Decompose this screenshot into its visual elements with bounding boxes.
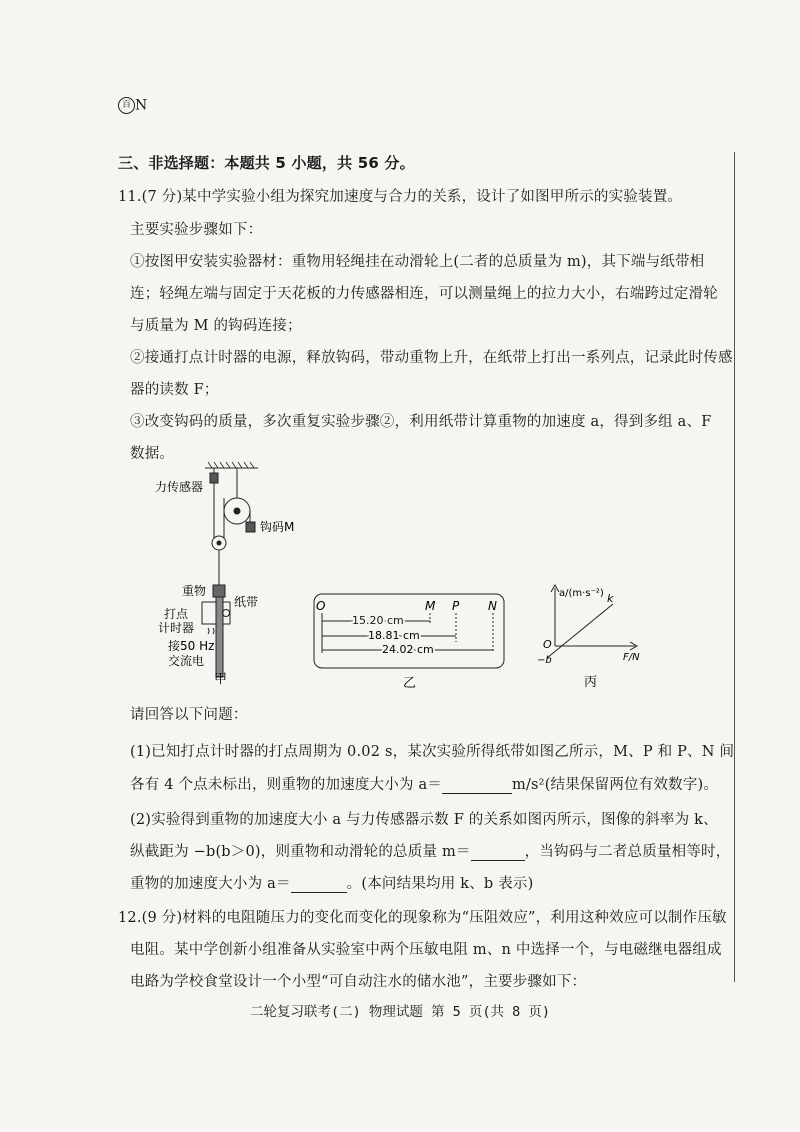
caption-jia: 甲 <box>214 672 228 687</box>
q11-ask: 请回答以下问题： <box>130 707 248 723</box>
label-origin: O <box>543 638 552 651</box>
q11-p2b-pre: 纵截距为 −b(b＞0)，则重物和动滑轮的总质量 m＝ <box>130 844 471 860</box>
label-timer2: 计时器 <box>158 621 195 635</box>
answer-blank-1[interactable] <box>442 777 512 794</box>
q11-p2c-pre: 重物的加速度大小为 a＝ <box>130 876 291 892</box>
q11-p2c <box>130 872 533 893</box>
label-y: a/(m·s⁻²) <box>559 588 604 599</box>
label-weight: 重物 <box>182 584 207 598</box>
label-d1: 15.20 cm <box>352 614 404 627</box>
caption-bing: 丙 <box>584 675 598 690</box>
label-tape: 纸带 <box>234 595 259 609</box>
point-M: M <box>425 599 436 613</box>
paper-tape <box>216 597 223 677</box>
force-sensor <box>210 473 218 483</box>
point-O: O <box>316 599 326 613</box>
circle-mark: 百 <box>118 97 135 114</box>
q11-step2b: 器的读数 F； <box>130 382 219 398</box>
q12-line1: 12.(9 分)材料的电阻随压力的变化而变化的现象称为“压阻效应”，利用这种效应可以制作压敏 <box>118 910 727 926</box>
label-k: k <box>607 592 614 605</box>
q11-p2b-post: ，当钩码与二者总质量相等时， <box>524 844 731 860</box>
q11-p1a: (1)已知打点计时器的打点周期为 0.02 s，某次实验所得纸带如图乙所示，M、P 和 P、N 间 <box>130 744 735 760</box>
header-letter: N <box>135 97 148 114</box>
q11-step1c: 与质量为 M 的钩码连接； <box>130 318 302 334</box>
q11-p1b-post: m/s²(结果保留两位有效数字)。 <box>512 777 719 793</box>
q11-p2b <box>130 840 730 861</box>
header-mark <box>118 97 147 114</box>
hook-weight <box>246 522 255 532</box>
point-N: N <box>488 599 497 613</box>
answer-blank-2[interactable] <box>471 844 525 861</box>
figure-yi <box>310 588 510 693</box>
margin-line <box>734 152 735 982</box>
q11-p2c-post: 。(本问结果均用 k、b 表示) <box>346 876 534 892</box>
label-power1: 接50 Hz <box>168 639 215 653</box>
point-P: P <box>452 599 460 613</box>
answer-blank-3[interactable] <box>291 876 347 893</box>
q11-step1a: ①按图甲安装实验器材：重物用轻绳挂在动滑轮上(二者的总质量为 m)，其下端与纸带相 <box>130 254 705 270</box>
heavy-object <box>213 585 225 597</box>
q11-p1b-pre: 各有 4 个点未标出，则重物的加速度大小为 a＝ <box>130 777 442 793</box>
label-hook: 钩码M <box>260 520 295 534</box>
figure-bing <box>535 582 645 692</box>
q11-step2a: ②接通打点计时器的电源，释放钩码，带动重物上升，在纸带上打出一系列点，记录此时传感 <box>130 350 733 366</box>
label-intercept: −b <box>537 655 552 666</box>
q11-p1b <box>130 773 718 794</box>
q11-step3a: ③改变钩码的质量，多次重复实验步骤②，利用纸带计算重物的加速度 a，得到多组 a、F <box>130 414 712 430</box>
q11-step3b: 数据。 <box>130 446 175 462</box>
q11-step1b: 连；轻绳左端与固定于天花板的力传感器相连，可以测量绳上的拉力大小，右端跨过定滑轮 <box>130 286 718 302</box>
figure-jia <box>150 460 295 687</box>
label-d3: 24.02 cm <box>382 643 434 656</box>
page-footer: 二轮复习联考(二) 物理试题 第 5 页(共 8 页) <box>249 1004 551 1020</box>
fit-line <box>547 604 613 658</box>
label-sensor: 力传感器 <box>155 480 204 494</box>
q11-stem: 11.(7 分)某中学实验小组为探究加速度与合力的关系，设计了如图甲所示的实验装置。 <box>118 189 683 205</box>
caption-yi: 乙 <box>403 676 417 691</box>
label-power2: 交流电 <box>168 654 205 668</box>
section-title: 三、非选择题：本题共 5 小题，共 56 分。 <box>118 154 415 172</box>
q11-steps-title: 主要实验步骤如下： <box>130 222 263 238</box>
q12-line2: 电阻。某中学创新小组准备从实验室中两个压敏电阻 m、n 中选择一个，与电磁继电器组成 <box>130 942 722 958</box>
q11-p2a: (2)实验得到重物的加速度大小 a 与力传感器示数 F 的关系如图丙所示，图像的斜率为 k、 <box>130 812 718 828</box>
label-x: F/N <box>623 652 640 663</box>
label-timer1: 打点 <box>164 607 189 621</box>
label-d2: 18.81 cm <box>368 629 420 642</box>
q12-line3: 电路为学校食堂设计一个小型“可自动注水的储水池”，主要步骤如下： <box>130 974 587 990</box>
